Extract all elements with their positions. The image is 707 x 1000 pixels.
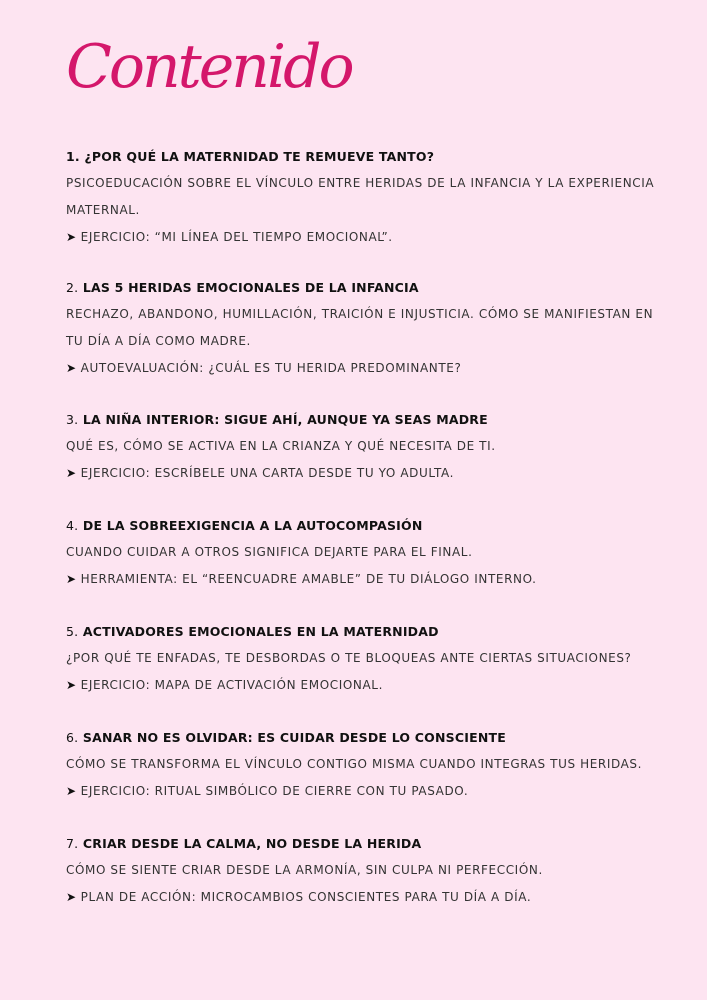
section-6	[66, 725, 656, 805]
arrow-icon: ➤	[66, 678, 77, 692]
section-heading	[66, 831, 656, 857]
exercise-text: EJERCICIO: “MI LÍNEA DEL TIEMPO EMOCIONAL”.	[80, 230, 393, 244]
section-description: PSICOEDUCACIÓN SOBRE EL VÍNCULO ENTRE HERIDAS DE LA INFANCIA Y LA EXPERIENCIA MATERNAL.	[66, 176, 655, 217]
section-description: QUÉ ES, CÓMO SE ACTIVA EN LA CRIANZA Y QUÉ NECESITA DE TI.	[66, 439, 496, 453]
section-description: CUANDO CUIDAR A OTROS SIGNIFICA DEJARTE PARA EL FINAL.	[66, 545, 473, 559]
section-title: ¿POR QUÉ LA MATERNIDAD TE REMUEVE TANTO?	[84, 149, 435, 164]
section-title: LAS 5 HERIDAS EMOCIONALES DE LA INFANCIA	[82, 280, 419, 295]
section-7	[66, 831, 656, 911]
exercise-text: EJERCICIO: ESCRÍBELE UNA CARTA DESDE TU YO ADULTA.	[80, 466, 455, 480]
section-heading	[66, 275, 656, 301]
section-title: CRIAR DESDE LA CALMA, NO DESDE LA HERIDA	[82, 836, 422, 851]
section-exercise	[66, 884, 656, 911]
section-description: CÓMO SE TRANSFORMA EL VÍNCULO CONTIGO MISMA CUANDO INTEGRAS TUS HERIDAS.	[66, 757, 643, 771]
section-4	[66, 513, 656, 593]
section-5	[66, 619, 656, 699]
arrow-icon: ➤	[66, 890, 77, 904]
section-3	[66, 407, 656, 487]
exercise-text: EJERCICIO: RITUAL SIMBÓLICO DE CIERRE CON TU PASADO.	[80, 784, 469, 798]
section-heading	[66, 144, 656, 170]
section-number: 2.	[66, 280, 79, 295]
section-number: 3.	[66, 412, 79, 427]
page-title: Contenido	[66, 32, 352, 102]
arrow-icon: ➤	[66, 572, 77, 586]
exercise-text: AUTOEVALUACIÓN: ¿CUÁL ES TU HERIDA PREDOMINANTE?	[80, 361, 462, 375]
section-heading	[66, 725, 656, 751]
section-description: ¿POR QUÉ TE ENFADAS, TE DESBORDAS O TE BLOQUEAS ANTE CIERTAS SITUACIONES?	[66, 651, 632, 665]
section-heading	[66, 513, 656, 539]
section-exercise	[66, 355, 656, 382]
section-2	[66, 275, 656, 382]
section-number: 5.	[66, 624, 79, 639]
arrow-icon: ➤	[66, 784, 77, 798]
arrow-icon: ➤	[66, 361, 77, 375]
arrow-icon: ➤	[66, 230, 77, 244]
exercise-text: PLAN DE ACCIÓN: MICROCAMBIOS CONSCIENTES PARA TU DÍA A DÍA.	[80, 890, 532, 904]
section-title: SANAR NO ES OLVIDAR: ES CUIDAR DESDE LO CONSCIENTE	[82, 730, 506, 745]
section-exercise	[66, 672, 656, 699]
section-number: 6.	[66, 730, 79, 745]
section-description: RECHAZO, ABANDONO, HUMILLACIÓN, TRAICIÓN E INJUSTICIA. CÓMO SE MANIFIESTAN EN TU DÍA A DÍA COMO MADRE.	[66, 307, 654, 348]
section-number: 7.	[66, 836, 79, 851]
section-title: DE LA SOBREEXIGENCIA A LA AUTOCOMPASIÓN	[82, 518, 423, 533]
exercise-text: EJERCICIO: MAPA DE ACTIVACIÓN EMOCIONAL.	[80, 678, 383, 692]
section-number: 1.	[66, 149, 80, 164]
exercise-text: HERRAMIENTA: EL “REENCUADRE AMABLE” DE TU DIÁLOGO INTERNO.	[80, 572, 537, 586]
section-number: 4.	[66, 518, 79, 533]
section-exercise	[66, 460, 656, 487]
section-exercise	[66, 566, 656, 593]
section-heading	[66, 407, 656, 433]
section-title: LA NIÑA INTERIOR: SIGUE AHÍ, AUNQUE YA SEAS MADRE	[82, 412, 488, 427]
section-exercise	[66, 224, 656, 251]
section-description: CÓMO SE SIENTE CRIAR DESDE LA ARMONÍA, SIN CULPA NI PERFECCIÓN.	[66, 863, 543, 877]
section-1	[66, 144, 656, 251]
arrow-icon: ➤	[66, 466, 77, 480]
section-exercise	[66, 778, 656, 805]
section-title: ACTIVADORES EMOCIONALES EN LA MATERNIDAD	[82, 624, 439, 639]
section-heading	[66, 619, 656, 645]
